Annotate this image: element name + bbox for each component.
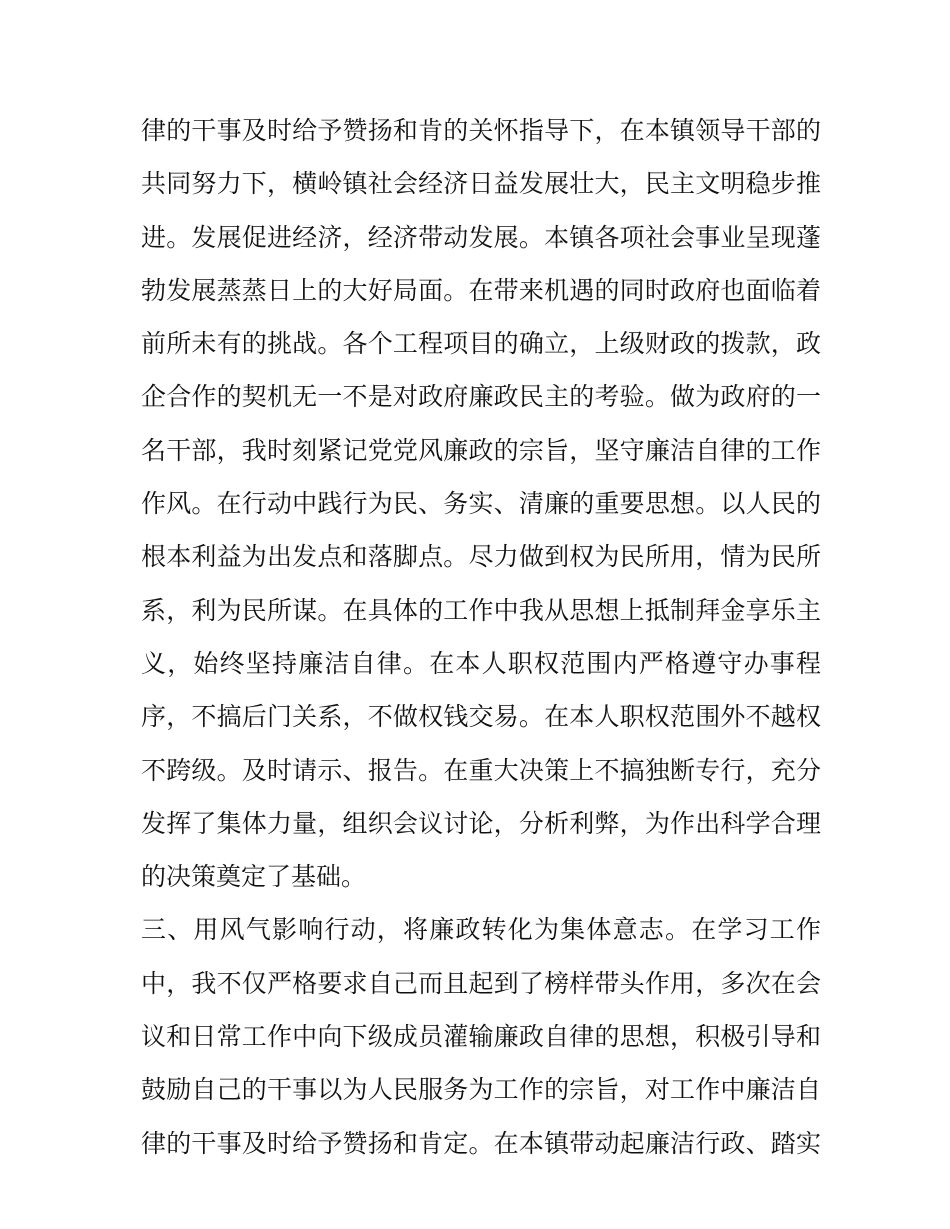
text-line: 不跨级。及时请示、报告。在重大决策上不搞独断专行，充分 [141, 755, 821, 785]
text-line: 律的干事及时给予赞扬和肯的关怀指导下，在本镇领导干部的 [141, 116, 821, 145]
text-line: 前所未有的挑战。各个工程项目的确立，上级财政的拨款，政 [141, 329, 821, 359]
section-heading-line: 三、用风气影响行动，将廉政转化为集体意志。在学习工作 [141, 915, 821, 945]
paragraph-end-line: 的决策奠定了基础。 [141, 862, 367, 892]
text-line: 义，始终坚持廉洁自律。在本人职权范围内严格遵守办事程 [141, 648, 821, 678]
text-line: 中，我不仅严格要求自己而且起到了榜样带头作用，多次在会 [141, 968, 821, 998]
text-line: 发挥了集体力量，组织会议讨论，分析利弊，为作出科学合理 [141, 808, 821, 838]
text-line: 作风。在行动中践行为民、务实、清廉的重要思想。以人民的 [141, 489, 821, 519]
text-line: 根本利益为出发点和落脚点。尽力做到权为民所用，情为民所 [141, 542, 821, 572]
text-line: 律的干事及时给予赞扬和肯定。在本镇带动起廉洁行政、踏实 [141, 1128, 821, 1158]
body-text [141, 104, 821, 1170]
text-line: 共同努力下，横岭镇社会经济日益发展壮大，民主文明稳步推 [141, 169, 821, 199]
text-line: 鼓励自己的干事以为人民服务为工作的宗旨，对工作中廉洁自 [141, 1075, 821, 1105]
text-line: 系，利为民所谋。在具体的工作中我从思想上抵制拜金享乐主 [141, 595, 821, 625]
text-line: 序，不搞后门关系，不做权钱交易。在本人职权范围外不越权 [141, 702, 821, 732]
text-line: 名干部，我时刻紧记党党风廉政的宗旨，坚守廉洁自律的工作 [141, 435, 821, 465]
text-line: 议和日常工作中向下级成员灌输廉政自律的思想，积极引导和 [141, 1022, 821, 1052]
text-line: 勃发展蒸蒸日上的大好局面。在带来机遇的同时政府也面临着 [141, 275, 821, 305]
text-line: 企合作的契机无一不是对政府廉政民主的考验。做为政府的一 [141, 382, 821, 412]
text-line: 进。发展促进经济，经济带动发展。本镇各项社会事业呈现蓬 [141, 222, 821, 252]
